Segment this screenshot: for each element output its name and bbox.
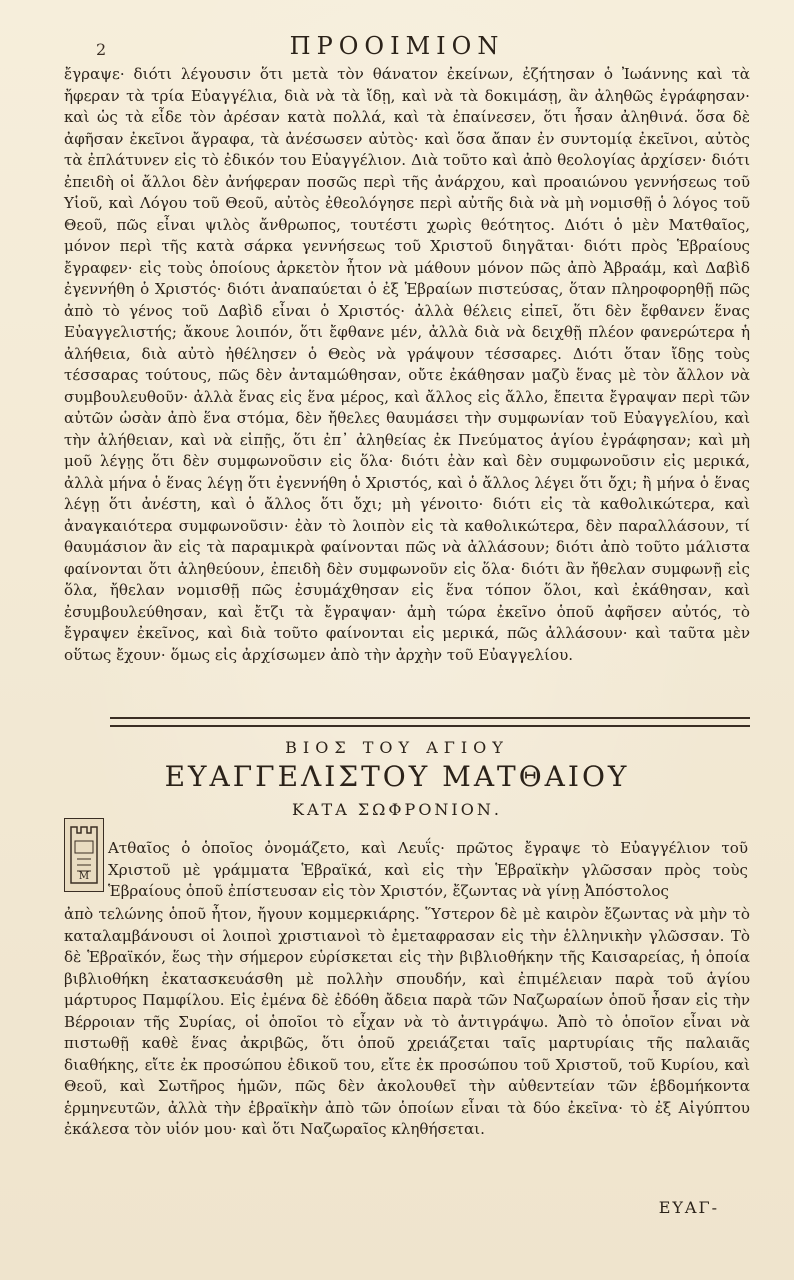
- page-number: 2: [96, 40, 107, 59]
- life-subject-title: ΕΥΑΓΓΕΛΙΣΤΟΥ ΜΑΤΘΑΙΟΥ: [164, 760, 630, 793]
- catchword: ΕΥΑΓ-: [658, 1198, 719, 1217]
- drop-cap-letter: [64, 818, 104, 892]
- life-body-text: ἀπὸ τελώνης ὁποῦ ἦτον, ἤγουν κομμερκιάρης. Ὕστερον δὲ μὲ καιρὸν ἔζωντας νὰ μὴν τὸ καταλαμβάνουσι οἱ λοιποὶ χριστιανοὶ τὸ ἐμεταφρασαν εἰς τὴν ἑλληνικὴν γλῶσσαν. Τὸ δὲ Ἑβραϊκόν, ἕως τὴν σήμερον εὑρίσκεται εἰς τὴν βιβλιοθήκην τῆς Καισαρείας, ἡ ὁποία βιβλιοθήκη ἐκατασκευάσθη μὲ πολλὴν σπουδήν, καὶ ἐπιμέλειαν παρὰ τοῦ ἁγίου μάρτυρος Παμφίλου. Εἰς ἐμένα δὲ ἐδόθη ἄδεια παρὰ τῶν Ναζωραίων ὁποῦ ἦσαν εἰς τὴν Βέρροιαν τῆς Συρίας, οἱ ὁποῖοι τὸ εἶχαν νὰ τὸ ἀντιγράψω. Ἀπὸ τὸ ὁποῖον εἶναι νὰ πιστωθῇ καθὲ ἕνας ἀκριβῶς, ὅτι ὁποῦ χρειάζεται ταῖς μαρτυρίαις τῆς παλαιᾶς διαθήκης, εἴτε ἐκ προσώπου ἐδικοῦ του, εἴτε ἐκ προσώπου τοῦ Χριστοῦ, τοῦ Κυρίου, καὶ Θεοῦ, καὶ Σωτῆρος ἡμῶν, πῶς δὲν ἀκολουθεῖ τὴν αὐθεντείαν τῶν ἑβδομήκοντα ἑρμηνευτῶν, ἀλλὰ τὴν ἑβραϊκὴν ἀπὸ τῶν ὁποίων εἶναι τὰ δύο ἐκεῖνα· τὸ ἐξ Αἰγύπτου ἐκάλεσα τὸν υἱόν μου· καὶ ὅτι Ναζωραῖος κληθήσεται.: [64, 905, 750, 1138]
- svg-text:Μ: Μ: [78, 871, 90, 882]
- life-lead-text: Ατθαῖος ὁ ὁποῖος ὀνομάζετο, καὶ Λευΐς· πρῶτος ἔγραψε τὸ Εὐαγγέλιον τοῦ Χριστοῦ μὲ γράμματα Ἑβραϊκά, καὶ εἰς τὴν Ἑβραϊκὴν γλῶσσαν πρὸς τοὺς Ἑβραίους ὁποῦ ἐπίστευσαν εἰς τὸν Χριστόν, ἔζωντας νὰ γίνῃ Ἀπόστολος: [108, 839, 748, 900]
- section-divider: [110, 717, 750, 727]
- drop-cap-ornament-icon: [65, 819, 103, 891]
- life-source-line: ΚΑΤΑ ΣΩΦΡΟΝΙΟΝ.: [292, 800, 502, 819]
- running-title: ΠΡΟΟΙΜΙΟΝ: [289, 32, 505, 60]
- preface-text: ἔγραψε· διότι λέγουσιν ὅτι μετὰ τὸν θάνατον ἐκείνων, ἐζήτησαν ὁ Ἰωάννης καὶ τὰ ἤφεραν τὰ τρία Εὐαγγέλια, διὰ νὰ τὰ ἴδῃ, καὶ νὰ τὰ δοκιμάσῃ, ἂν ἀληθῶς ἐγράφησαν· καὶ ὡς τὰ εἶδε τὸν ἀρέσαν κατὰ πολλά, καὶ τὰ ἐπαίνεσεν, ὅτι ἦσαν ἀληθινά. ὅσα δὲ ἀφῆσαν ἐκεῖνοι ἄγραφα, τὰ ἀνέσωσεν αὐτὸς· καὶ ὅσα ἄπαν ἐν συντομίᾳ ἐκεῖνοι, αὐτὸς τὰ ἐπλάτυνεν εἰς τὸ ἐδικόν του Εὐαγγέλιον. Διὰ τοῦτο καὶ ἀπὸ θεολογίας ἀρχίσεν· διότι ἐπειδὴ οἱ ἄλλοι δὲν ἀνήφεραν ποσῶς περὶ τῆς ἀνάρχου, καὶ προαιώνου γεννήσεως τοῦ Υἱοῦ, καὶ Λόγου τοῦ Θεοῦ, αὐτὸς ἐθεολόγησε περὶ αὐτῆς διὰ νὰ μὴ νομισθῇ ὁ λόγος τοῦ Θεοῦ, πῶς εἶναι ψιλὸς ἄνθρωπος, τουτέστι χωρὶς θεότητος. Διότι ὁ μὲν Ματθαῖος, μόνον περὶ τῆς κατὰ σάρκα γεννήσεως τοῦ Χριστοῦ διηγᾶται· διότι πρὸς Ἑβραίους ἔγραφεν· εἰς τοὺς ὁποίους ἀρκετὸν ἦτον νὰ μάθουν μόνον πῶς ἀπὸ Ἀβραάμ, καὶ Δαβὶδ ἐγεννήθη ὁ Χριστός· διότι ἀναπαύεται ὁ ἐξ Ἑβραίων πιστεύσας, ὅταν πληροφορηθῇ πῶς ἀπὸ τὸ γένος τοῦ Δαβὶδ εἶναι ὁ Χριστός· ἀλλὰ θέλεις εἰπεῖ, ὅτι δὲν ἔφθανεν ἕνας Εὐαγγελιστής; ἄκουε λοιπόν, ὅτι ἔφθανε μέν, ἀλλὰ διὰ νὰ δειχθῇ πλέον φανερώτερα ἡ ἀλήθεια, διὰ αὐτὸ ἠθέλησεν ὁ Θεὸς νὰ γράψουν τέσσαρες. Διότι ὅταν ἴδῃς τοὺς τέσσαρας τούτους, πῶς δὲν ἀνταμώθησαν, οὔτε ἐκάθησαν μαζὺ ἕνας μὲ τὸν ἄλλον νὰ συμβουλευθοῦν· ἀλλὰ ἕνας εἰς ἕνα μέρος, καὶ ἄλλος εἰς ἄλλο, ἔπειτα ἔγραψαν περὶ τῶν αὐτῶν ὡσὰν ἀπὸ ἕνα στόμα, δὲν ἤθελες θαυμάσει τὴν συμφωνίαν τοῦ Εὐαγγελίου, καὶ τὴν ἀλήθειαν, καὶ νὰ εἰπῇς, ὅτι ἐπ᾽ ἀληθείας ἐκ Πνεύματος ἁγίου ἐγράφησαν; καὶ μὴ μοῦ λέγῃς ὅτι δὲν συμφωνοῦσιν εἰς ὅλα· διότι ἐὰν καὶ δὲν συμφωνοῦσιν εἰς μερικά, ἀλλὰ μήνα ὁ ἕνας λέγῃ ὅτι ἐγεννήθη ὁ Χριστός, καὶ ὁ ἄλλος λέγει ὅτι ὄχι; ἢ μήνα ὁ ἕνας λέγῃ ὅτι ἀνέστη, καὶ ὁ ἄλλος ὅτι ὄχι; μὴ γένοιτο· διότι εἰς τὰ καθολικώτερα, καὶ ἀναγκαιότερα συμφωνοῦσιν· ἐὰν τὸ λοιπὸν εἰς τὰ καθολικώτερα, δὲν παραλλάσουν, τί θαυμάσιον ἂν εἰς τὰ παραμικρὰ φαίνονται πῶς νὰ ἀλλάσουν; διότι ἀπὸ τοῦτο μάλιστα φαίνονται ὅτι ἀληθεύουν, ἐπειδὴ δὲν συμφωνοῦν εἰς ὅλα· διότι ἂν ἤθελαν συμφωνῇ εἰς ὅλα, ἤθελαν νομισθῇ πῶς ἐσυμάχθησαν εἰς ἕνα τόπον ὅλοι, καὶ ἐκάθησαν, καὶ ἐσυμβουλεύθησαν, καὶ ἔτζι τὰ ἔγραψαν· ἀμὴ τώρα ἐκεῖνο ὁποῦ ἀφῆσεν αὐτός, τὸ ἔγραψεν ἐκεῖνος, καὶ διὰ τοῦτο φαίνονται εἰς μερικά, πῶς ἀλλάσουν· καὶ ταῦτα μὲν οὕτως ἔχουν· ὅμως εἰς ἀρχίσωμεν ἀπὸ τὴν ἀρχὴν τοῦ Εὐαγγελίου.: [64, 65, 750, 664]
- life-heading: ΒΙΟΣ ΤΟΥ ΑΓΙΟΥ: [285, 738, 509, 757]
